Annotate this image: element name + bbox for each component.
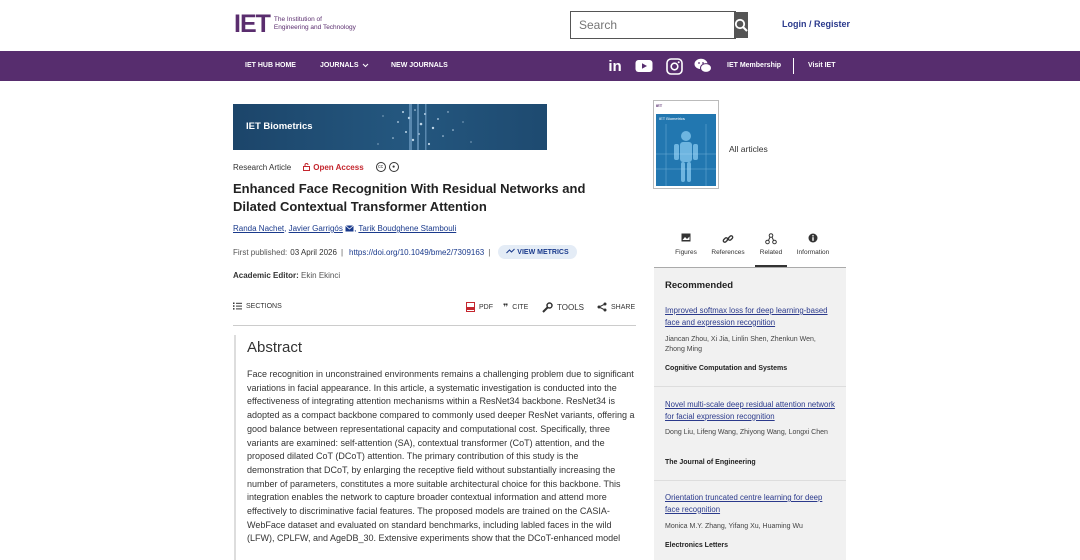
image-icon xyxy=(670,233,702,247)
share-icon xyxy=(597,302,607,312)
nav-journals[interactable] xyxy=(320,62,369,69)
recommended-article-journal[interactable]: The Journal of Engineering xyxy=(665,459,756,466)
recommended-article-journal[interactable]: Cognitive Computation and Systems xyxy=(665,365,788,372)
pipe-separator: | xyxy=(488,247,491,257)
sidebar-tabs xyxy=(670,233,846,267)
title-line-2: Dilated Contextual Transformer Attention xyxy=(233,199,487,214)
cite-label: CITE xyxy=(512,304,529,311)
author-link[interactable]: Randa Nachet xyxy=(233,224,285,233)
academic-editor-label: Academic Editor: xyxy=(233,271,299,280)
tab-related-label: Related xyxy=(759,249,783,256)
search-button[interactable] xyxy=(734,12,748,38)
recommended-divider xyxy=(654,480,846,481)
nav-divider xyxy=(793,58,794,74)
toolbar-divider xyxy=(233,325,636,326)
logo-line-2: Engineering and Technology xyxy=(273,24,356,31)
logo-text xyxy=(274,16,356,32)
abstract-heading: Abstract xyxy=(247,339,303,356)
tools-button[interactable] xyxy=(542,302,584,313)
tools-label: TOOLS xyxy=(557,303,584,312)
cite-button[interactable] xyxy=(503,302,528,313)
iet-logo[interactable] xyxy=(234,10,356,38)
academic-editor-name: Ekin Ekinci xyxy=(301,271,341,280)
logo-mark: IET xyxy=(234,10,270,38)
quote-icon: ❞ xyxy=(503,302,509,312)
author-link[interactable]: Javier Garrigós xyxy=(288,224,343,233)
cover-logo: IET xyxy=(656,103,663,108)
cc-icon: cc xyxy=(376,162,386,172)
recommended-article-link[interactable]: Orientation truncated centre learning for deep face recognition xyxy=(665,493,823,514)
recommended-article-link[interactable]: Novel multi‐scale deep residual attention network for facial expression recognition xyxy=(665,400,835,421)
cover-figure-art xyxy=(656,114,716,186)
journal-banner[interactable] xyxy=(233,104,547,150)
open-access-label: Open Access xyxy=(313,162,364,172)
tab-information[interactable] xyxy=(792,233,834,256)
sections-button[interactable] xyxy=(233,302,282,310)
info-icon xyxy=(792,233,834,247)
article-type: Research Article xyxy=(233,162,292,172)
youtube-icon[interactable] xyxy=(635,57,653,75)
tab-figures[interactable] xyxy=(670,233,702,256)
tab-related[interactable] xyxy=(755,233,787,256)
license-icons[interactable] xyxy=(376,162,399,172)
unlock-icon xyxy=(303,163,310,171)
author-link[interactable]: Tarik Boudghene Stambouli xyxy=(358,224,457,233)
tab-figures-label: Figures xyxy=(675,249,697,256)
site-header xyxy=(0,0,1080,51)
linkedin-icon[interactable]: in xyxy=(608,57,622,75)
first-published-date: 03 April 2026 xyxy=(290,247,337,257)
all-articles-link[interactable]: All articles xyxy=(729,144,768,154)
pdf-label: PDF xyxy=(479,303,493,311)
wrench-icon xyxy=(542,302,553,313)
recommended-article-authors: Jiancan Zhou, Xi Jia, Linlin Shen, Zhenkun Wen, Zhong Ming xyxy=(665,336,816,353)
link-icon xyxy=(708,233,748,247)
nav-journals-label: JOURNALS xyxy=(320,62,359,69)
journal-cover[interactable] xyxy=(653,100,719,189)
nav-visit-iet[interactable]: Visit IET xyxy=(808,62,836,69)
article-meta xyxy=(233,162,399,172)
tab-references[interactable] xyxy=(708,233,748,256)
pdf-button[interactable] xyxy=(466,302,493,312)
tab-information-label: Information xyxy=(796,249,830,256)
share-label: SHARE xyxy=(611,303,636,311)
abstract-text: Face recognition in unconstrained environments remains a challenging problem due to significant variations in facial appearance. In this article, a systematic investigation is conducted into the effectiveness of integrating attention mechanisms within a ResNet34 backbone. ResNet34 is adopted as a compact backbone compared to commonly used deeper ResNet variants, offering a good balance between representational capacity and computational cost. Specifically, three variants are examined: self-attention (SA), contextual transformer (CoT) attention, and the proposed dilated CoT (DCoT) attention. The primary contribution of this study is the demonstration that DCoT, by enlarging the receptive field without substantially increasing the number of parameters, constitutes a more suitable architectural choice for this backbone. This integration enables the network to capture broader contextual information and attend more effectively to discriminative facial features. The proposed models are trained on the CASIA-WebFace dataset and evaluated on standard benchmarks, including labled faces in the wild (LFW), CPLFW, and AgeDB_30. Extensive experiments show that the DCoT-enhanced model xyxy=(247,369,635,544)
recommended-divider xyxy=(654,386,846,387)
recommended-article-authors: Monica M.Y. Zhang, Yifang Xu, Huaming Wu xyxy=(665,523,803,530)
article-title xyxy=(233,180,633,216)
author-list: Randa Nachet, Javier Garrigós , Tarik Boudghene Stambouli xyxy=(233,224,457,233)
banner-journal-name: IET Biometrics xyxy=(246,121,313,132)
search-box xyxy=(570,11,736,39)
cover-image xyxy=(656,114,716,186)
first-published-label: First published: xyxy=(233,247,288,257)
pipe-separator: | xyxy=(340,247,344,257)
share-button[interactable] xyxy=(597,302,635,312)
nav-iet-hub-home[interactable]: IET HUB HOME xyxy=(245,62,296,69)
academic-editor xyxy=(233,271,340,280)
article-toolbar xyxy=(233,302,636,316)
recommended-article-journal[interactable]: Electronics Letters xyxy=(665,542,729,549)
wechat-icon[interactable] xyxy=(694,57,712,75)
cover-title: IET Biometrics xyxy=(659,116,685,121)
tab-references-label: References xyxy=(711,249,745,256)
recommended-article-authors: Dong Liu, Lifeng Wang, Zhiyong Wang, Longxi Chen xyxy=(665,429,828,436)
search-icon xyxy=(734,18,748,32)
recommended-article-link[interactable]: Improved softmax loss for deep learning‐based face and expression recognition xyxy=(665,306,828,327)
abstract-side-rule xyxy=(234,335,236,560)
search-input[interactable] xyxy=(571,12,734,38)
title-line-1: Enhanced Face Recognition With Residual Networks and xyxy=(233,181,586,196)
nav-iet-membership[interactable]: IET Membership xyxy=(727,62,782,69)
main-nav xyxy=(0,51,1080,81)
trend-up-icon xyxy=(506,248,515,254)
login-register-link[interactable]: Login / Register xyxy=(782,19,851,29)
sections-label: SECTIONS xyxy=(246,302,282,310)
open-access-badge xyxy=(303,163,363,172)
pdf-icon xyxy=(466,302,475,312)
recommended-heading: Recommended xyxy=(665,280,734,291)
email-icon[interactable] xyxy=(345,225,354,232)
active-tab-indicator xyxy=(755,265,787,267)
instagram-icon[interactable] xyxy=(665,57,683,75)
publication-info xyxy=(233,245,577,259)
chevron-down-icon xyxy=(362,63,369,68)
network-icon xyxy=(755,233,787,247)
view-metrics-label: VIEW METRICS xyxy=(517,249,569,256)
nav-new-journals[interactable]: NEW JOURNALS xyxy=(391,62,448,69)
logo-line-1: The Institution of xyxy=(273,16,322,23)
list-icon xyxy=(233,302,242,310)
view-metrics-button[interactable] xyxy=(498,245,576,259)
doi-link[interactable]: https://doi.org/10.1049/bme2/7309163 xyxy=(349,247,485,257)
cc-by-icon: ● xyxy=(389,162,399,172)
